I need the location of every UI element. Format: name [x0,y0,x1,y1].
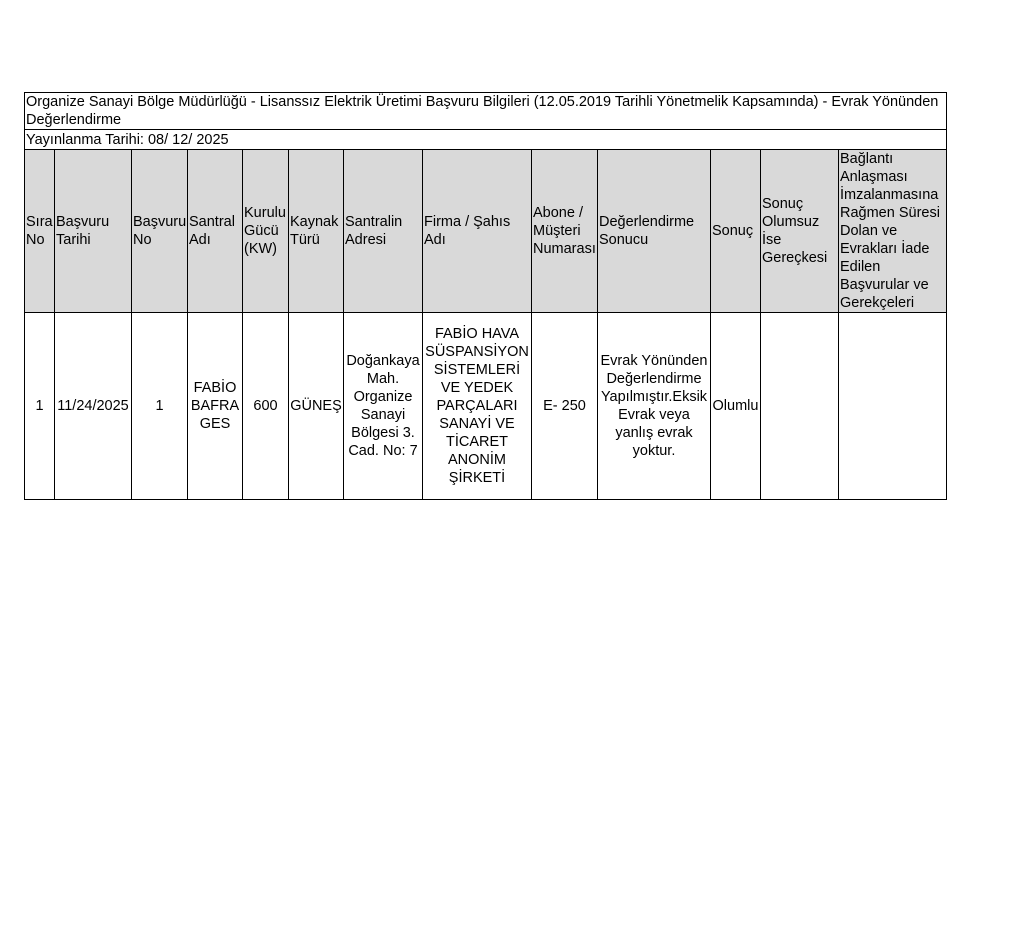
cell-santral-adi: FABİO BAFRA GES [188,313,243,500]
header-santral-adi: Santral Adı [188,150,243,313]
cell-iade-gerekceleri [839,313,947,500]
header-row [25,150,947,313]
cell-degerlendirme-sonucu: Evrak Yönünden Değerlendirme Yapılmıştır.Eksik Evrak veya yanlış evrak yoktur. [598,313,711,500]
cell-kurulu-guc: 600 [243,313,289,500]
header-degerlendirme-sonucu: Değerlendirme Sonucu [598,150,711,313]
table-row [25,313,947,500]
cell-olumsuz-gerekce [761,313,839,500]
cell-abone-numarasi: E- 250 [532,313,598,500]
document-title: Organize Sanayi Bölge Müdürlüğü - Lisanssız Elektrik Üretimi Başvuru Bilgileri (12.05.2019 Tarihli Yönetmelik Kapsamında) - Evrak Yönünden Değerlendirme [25,93,947,130]
publish-date: Yayınlanma Tarihi: 08/ 12/ 2025 [25,130,947,150]
cell-sonuc: Olumlu [711,313,761,500]
header-sonuc: Sonuç [711,150,761,313]
cell-basvuru-tarihi: 11/24/2025 [55,313,132,500]
header-basvuru-tarihi: Başvuru Tarihi [55,150,132,313]
header-sira-no: Sıra No [25,150,55,313]
title-row [25,93,947,130]
date-row [25,130,947,150]
header-santralin-adresi: Santralin Adresi [344,150,423,313]
header-basvuru-no: Başvuru No [132,150,188,313]
header-firma-adi: Firma / Şahıs Adı [423,150,532,313]
cell-basvuru-no: 1 [132,313,188,500]
header-olumsuz-gerekce: Sonuç Olumsuz İse Gereçkesi [761,150,839,313]
application-table [24,92,947,500]
cell-santralin-adresi: Doğankaya Mah. Organize Sanayi Bölgesi 3. Cad. No: 7 [344,313,423,500]
header-kaynak-turu: Kaynak Türü [289,150,344,313]
header-kurulu-guc: Kurulu Gücü (KW) [243,150,289,313]
header-iade-gerekceleri: Bağlantı Anlaşması İmzalanmasına Rağmen Süresi Dolan ve Evrakları İade Edilen Başvurular ve Gerekçeleri [839,150,947,313]
header-abone-numarasi: Abone / Müşteri Numarası [532,150,598,313]
cell-kaynak-turu: GÜNEŞ [289,313,344,500]
cell-sira-no: 1 [25,313,55,500]
cell-firma-adi: FABİO HAVA SÜSPANSİYON SİSTEMLERİ VE YEDEK PARÇALARI SANAYİ VE TİCARET ANONİM ŞİRKETİ [423,313,532,500]
